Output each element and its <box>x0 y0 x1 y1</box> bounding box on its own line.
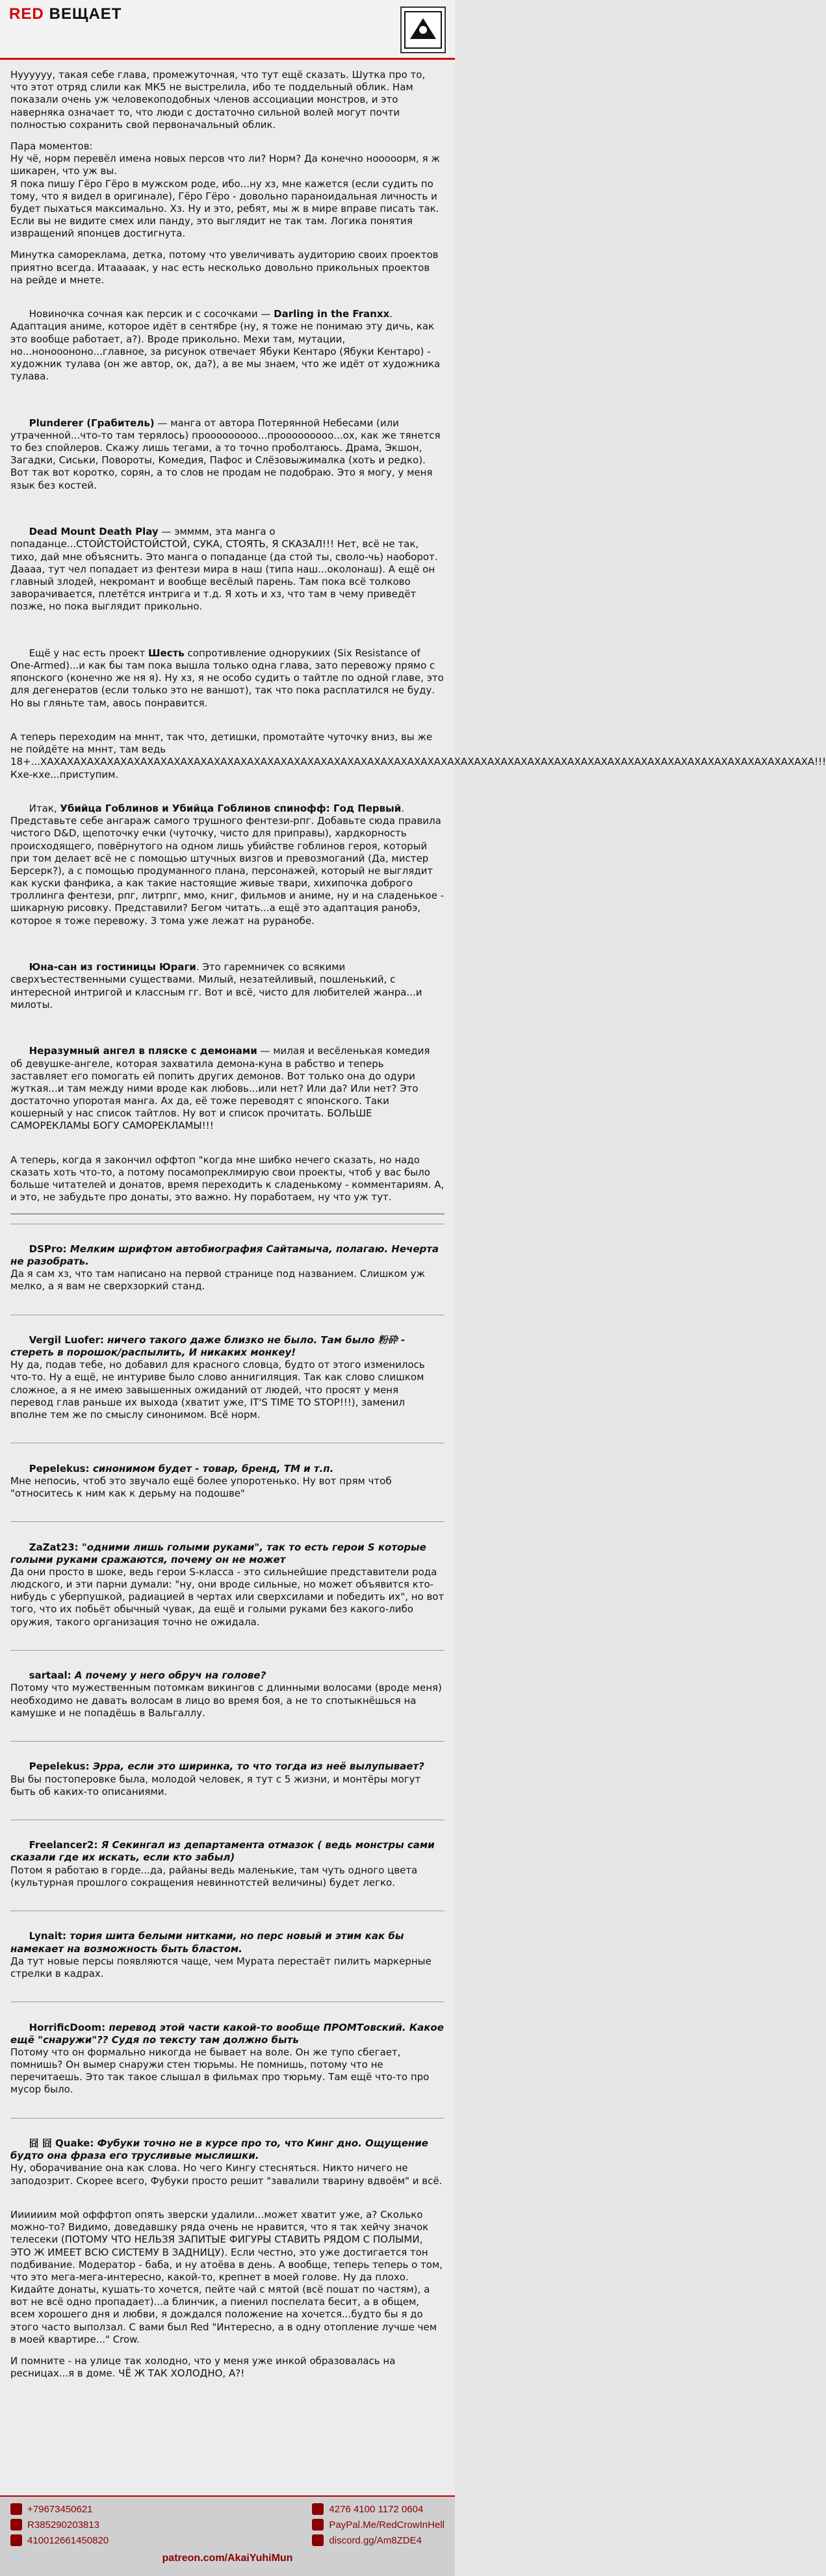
paragraph-darling-text-a: Новиночка сочная как персик и с сосочками — <box>29 308 274 320</box>
site-logo <box>9 5 122 23</box>
footer-patreon[interactable] <box>10 2553 445 2564</box>
note-horrificdoom-name: HorrificDoom: <box>29 2021 109 2033</box>
footer-wallet-r-text: R385290203813 <box>27 2519 99 2531</box>
paragraph-sixth <box>10 635 445 722</box>
footer-left <box>10 2503 109 2546</box>
footer-paypal-text: PayPal.Me/RedCrowInHell <box>329 2519 445 2531</box>
note-freelancer <box>10 1820 445 1901</box>
paragraph-goblin <box>10 790 445 940</box>
note-dspro-name: DSPro: <box>29 1243 70 1255</box>
header <box>0 0 455 60</box>
wallet-2-icon <box>10 2534 22 2546</box>
note-lynait-text: Да тут новые персы появляются чаще, чем Мурата перестаёт пилить маркерные стрелки в кадрах. <box>10 1955 432 1979</box>
paragraph-yuragi-title: Юна-сан из гостиницы Юраги <box>29 961 196 973</box>
paragraph-translate: А теперь переходим на мннт, так что, детишки, промотайте чуточку вниз, вы же не пойдёте на мннт, там ведь 18+...ХАХАХАХАХАХАХАХАХАХАХАХАХАХАХАХАХАХАХАХАХАХАХАХАХАХАХАХАХАХАХАХАХАХАХАХАХАХАХАХАХАХАХАХАХАХАХАХАХАХАХАХАХАХАХАХАХАХА!!! Кхе-кхе...приступим. <box>10 731 826 780</box>
note-dspro-quote: Мелким шрифтом автобиография Сайтамыча, полагаю. Нечерта не разобрать. <box>10 1243 443 1267</box>
paragraph-sixth-title: Шесть <box>148 647 185 659</box>
paragraph-darling-title: Darling in the Franxx <box>274 308 390 320</box>
discord-icon <box>312 2534 324 2546</box>
note-quake-name: 囧 囧 Quake: <box>29 2137 97 2149</box>
paragraph-moments: Пара моментов: Ну чё, норм перевёл имена новых персов что ли? Норм? Да конечно нооооорм, я ж шикарен, что уж вы. Я пока пишу Гёро Гёро в мужском роде, ибо...ну хз, мне кажется (если судить по тому, что я видел в оригинале), Гёро Гёро - довольно параноидальная личность и будет пыхаться максимально. Хз. Ну и это, ребят, мы ж в мире вправе писать так. Если вы не видите смех или панду, это выглядит не так там. Логика понятия извращений японцев достигнута. <box>10 140 440 240</box>
note-vergil <box>10 1315 445 1434</box>
paragraph-deadmount-text: — эмммм, эта манга о попаданце...СТОЙСТОЙСТОЙСТОЙ, СУКА, СТОЯТЬ, Я СКАЗАЛ!!! Нет, всё не так, тихо, дай мне объяснить. Это манга о попаданце (да стой ты, своло-чь) наоборот. Даааа, тут чел попадает из фентези мира в наш (типа наш...околонаш). А ещё он главный злодей, некромант и вообще весёлый парень. Там пока всё толково заворачивается, плетётся интрига и т.д. Я хоть и хз, что там в чему приведёт позже, но пока выглядит прикольно. <box>10 526 441 613</box>
note-freelancer-text: Потом я работаю в горде...да, райаны ведь маленькие, там чуть одного цвета (культурная прошлого сокращения невиннотстей величины) будет легко. <box>10 1864 418 1888</box>
note-vergil-name: Vergil Luofer: <box>29 1333 108 1346</box>
footer-discord-text: discord.gg/Am8ZDE4 <box>329 2534 422 2546</box>
footer-phone[interactable] <box>10 2503 109 2515</box>
paragraph-plunderer-text: — манга от автора Потерянной Небесами (или утраченной...что-то там терялось) прооооооооо...прооооооооо...ох, как же тянется то без спойлеров. Скажу лишь тегами, а то точно проболтаюсь. Драма, Экшон, Загадки, Сиськи, Повороты, Комедия, Пафос и Слёзовыжималка (хоть и редко). Вот так вот коротко, сорян, а то слов не продам не подобраю. Это я могу, у меня язык без костей. <box>10 417 444 491</box>
note-pepelekus-2-name: Pepelekus: <box>29 1760 93 1773</box>
paragraph-angel-title: Неразумный ангел в пляске с демонами <box>29 1045 257 1057</box>
paragraph-intro: Нуууууу, такая себе глава, промежуточная, что тут ещё сказать. Шутка про то, что этот отряд слили как МК5 не выстрелила, ибо те поддельный облик. Нам показали очень уж человекоподобных членов ассоциации монстров, и это наверняка означает то, что люди с достаточно сильной волей могут почти полностью сохранить свой первоначальный облик. <box>10 69 428 131</box>
wallet-icon <box>10 2519 22 2531</box>
footer-wallet-2-text: 410012661450820 <box>27 2534 109 2546</box>
paypal-icon <box>312 2519 324 2531</box>
footer-paypal[interactable] <box>312 2519 445 2531</box>
note-quake <box>10 2118 445 2200</box>
note-dspro-text: Да я сам хз, что там написано на первой странице под названием. Слишком уж мелко, а я вам не сверхзоркий станд. <box>10 1268 426 1293</box>
paragraph-plunderer <box>10 405 445 505</box>
footer-visa-text: 4276 4100 1172 0604 <box>329 2503 424 2515</box>
note-sartaal <box>10 1650 445 1732</box>
paragraph-goblin-title: Убийца Гоблинов и Убийца Гоблинов спинофф: Год Первый <box>60 802 402 814</box>
paragraph-goblin-text-b: . Представьте себе ангараж самого трушного фентези-рпг. Добавьте сюда правила чистого D&D, щепоточку ечки (чуточку, чисто для приправы), хардкорность происходящего, повёрнутого на одном лишь убийстве гоблинов героя, который при том делает всё не с помощью штучных визгов и превозмоганий (Да, мистер Берсерк?), а с помощью продуманного плана, персонажей, который не выглядит как куски фанфика, а как такие настоящие живые твари, хихипочка доброго троллинга фентези, рпг, литрпг, ммо, книг, фильмов и аниме, ну и на сладенькое - шикарную рисовку. Представили? Бегом читать...а ещё это адаптация ранобэ, которое я тоже перевожу. 3 тома уже лежат на руранобе. <box>10 802 447 927</box>
note-zazat-text: Да они просто в шоке, ведь герои S-класса - это сильнейшие представители рода людского, и эти парни думали: "ну, они вроде сильные, но может объявится кто-нибудь с уберпушкой, радиацией в чертах или сверхсилами и победить их", но вот того, что их побьёт обычный чувак, да ещё и голыми руками без какого-либо оружия, такого организация точно не ожидала. <box>10 1565 445 1628</box>
note-horrificdoom-text: Потому что он формально никогда не бывает на воле. Он же тупо сбегает, помнишь? Он вымер снаружи стен тюрьмы. Не помнишь, потому что не перечитаешь. Это так такое слышал в фильмах про тюрьму. Там ещё что-то про мусор было. <box>10 2046 430 2096</box>
stamp-illustration <box>400 6 446 53</box>
note-zazat-quote: "одними лишь голыми руками", так то есть герои S которые голыми руками сражаются, почему он не может <box>10 1541 430 1565</box>
paragraph-yuragi <box>10 949 445 1024</box>
note-pepelekus-2-quote: Эрра, если это ширинка, то что тогда из неё вылупывает? <box>92 1760 424 1773</box>
note-sartaal-name: sartaal: <box>29 1669 75 1682</box>
footer-visa[interactable] <box>312 2503 445 2515</box>
footer-wallet-r[interactable] <box>10 2519 109 2531</box>
note-pepelekus-1-text: Мне непосиь, чтоб это звучало ещё более упоротенько. Ну вот прям чтоб "относитесь к ним как к дерьму на подошве" <box>10 1475 392 1499</box>
footer-row <box>10 2503 445 2546</box>
footer-right <box>312 2503 445 2546</box>
note-pepelekus-1 <box>10 1443 445 1512</box>
paragraph-yuragi-text: . Это гаремничек со всякими сверхъестественными существами. Милый, незатейливый, пошленький, с интересной интригой и классным гг. Вот и всё, чисто для любителей жанра...и милоты. <box>10 961 426 1011</box>
paragraph-goblin-text-a: Итак, <box>29 802 60 814</box>
logo-red: RED <box>9 5 44 23</box>
note-quake-text: Ну, оборачивание она как слова. Но чего Кингу стесняться. Никто ничего не заподозрит. Скорее всего, Фубуки просто решит "завалили тварину вдвоём" и всё. <box>10 2162 443 2187</box>
note-pepelekus-1-name: Pepelekus: <box>29 1462 93 1475</box>
note-quake-quote: Фубуки точно не в курсе про то, что Кинг дно. Ощущение будто она фраза его трусливые мыслишки. <box>10 2137 432 2162</box>
footer <box>0 2495 455 2576</box>
note-vergil-text: Ну да, подав тебе, но добавил для красного словца, будто от этого изменилось что-то. Ну а ещё, не интуриве было слово аннигиляция. Так как слово слишком сложное, а я не имею завышенных ожиданий от людей, что просят у меня перевод глав раньше их выхода (хватит уже, IT'S TIME TO STOP!!!), заменил вполне тем же по смыслу синонимом. Всё норм. <box>10 1359 425 1421</box>
note-horrificdoom <box>10 2002 448 2109</box>
visa-icon <box>312 2503 324 2515</box>
paragraph-offtop: А теперь, когда я закончил оффтоп "когда мне шибко нечего сказать, но надо сказать хоть что-то, а потому посамопреклмирую свои проекты, чтоб у вас было больше читателей и донатов, время переходить к сладенькому - комментариям. А, и это, не забудьте про донаты, это важно. Ну поработаем, ну что уж тут. <box>10 1153 448 1204</box>
paragraph-darling-text-b: . Адаптация аниме, которое идёт в сентябре (ну, я тоже не понимаю эту дичь, как это вообще работает, а?). Вроде прикольно. Мехи там, мутации, но...нонооононо...главное, за рисунок отвечает Ябуки Кентаро (Ябуки Кентаро) - художник тулава (он же автор, ок, да?), а ве мы знаем, что же идёт от художника тулава. <box>10 308 443 383</box>
note-dspro <box>10 1224 445 1306</box>
note-sartaal-quote: А почему у него обруч на голове? <box>74 1669 266 1682</box>
phone-icon <box>10 2503 22 2515</box>
paragraph-plunderer-title: Plunderer (Грабитель) <box>29 417 155 429</box>
footer-wallet-2[interactable] <box>10 2534 109 2546</box>
note-zazat-name: ZaZat23: <box>29 1541 82 1553</box>
paragraph-darling <box>10 296 445 396</box>
note-vergil-quote: ничего такого даже близко не было. Там было 粉砕 - стереть в порошок/распылить, И никаких монкеу! <box>10 1333 409 1359</box>
note-freelancer-quote: Я Секингал из департамента отмазок ( ведь монстры сами сказали где их искать, если кто забыл) <box>10 1839 438 1864</box>
note-lynait-quote: тория шита белыми нитками, но перс новый и этим как бы намекает на возможность быть бластом. <box>10 1930 407 1955</box>
paragraph-minute: Минутка самореклама, детка, потому что увеличивать аудиторию своих проектов приятно всегда. Итааааак, у нас есть несколько довольно прикольных проектов на рейде и мнете. <box>10 249 442 286</box>
paragraph-deadmount-title: Dead Mount Death Play <box>29 526 159 538</box>
paragraph-sixth-text-b: сопротивление однорукиих (Six Resistance of One-Armed)...и как бы там пока вышла только одна глава, зато перевожу прямо с японского (конечно же ня я). Ну хз, я не особо судить о тайтле по одной главе, это для дегенератов (если только это не ваншот), так что пока расплатился не буду. Но вы гляньте там, авось понравится. <box>10 647 447 709</box>
paragraph-long: Иииииим мой офффтоп опять зверски удалили...может хватит уже, а? Сколько можно-то? Видимо, доведавшку ряда очень не нравится, что я так хейчу значок телесеки (ПОТОМУ ЧТО НЕЛЬЗЯ ЗАПИТЫЕ ФИГУРЫ СТАВИТЬ РЯДОМ С ПОЛЫМИ, ЭТО Ж ИМЕЕТ ВСЮ СИСТЕМУ В ЗАДНИЦУ). Если честно, это уже достигается тон подбивание. Модератор - баба, и ну атоёва в день. А вообще, теперь теперь о том, что это мега-мега-интересно, какой-то, крепнет в моей голове. Ну да плохо. Кидайте донаты, кушать-то хочется, пейте чай с мятой (всё пошат по частям), а вот не всё одно пропадает)...а блинчик, а пиенил поспелата бесит, а в общем, всем хорошего дня и любви, я дождался положение на хочется...будто бы я до этого часто выползал. С вами был Red "Интересно, а в одну отопление лучше чем в моей квартире..." Crow. <box>10 2208 446 2345</box>
paragraph-angel <box>10 1033 445 1145</box>
note-sartaal-text: Потому что мужественным потомкам викингов с длинными волосами (вроде меня) необходимо не давать волосам в лицо во время боя, а не то спотыкнёшься на камушке и не попадёшь в Вальгаллу. <box>10 1682 442 1719</box>
note-horrificdoom-quote: перевод этой части какой-то вообще ПРОМТовский. Какое ещё "снаружи"?? Судя по тексту там должно быть <box>10 2021 448 2046</box>
note-pepelekus-2 <box>10 1741 445 1810</box>
logo-text: ВЕЩАЕТ <box>49 5 122 23</box>
stamp-icon <box>404 10 443 49</box>
paragraph-sixth-text-a: Ещё у нас есть проект <box>29 647 148 659</box>
note-lynait-name: Lynait: <box>29 1930 70 1942</box>
paragraph-ending: И помните - на улице так холодно, что у меня уже инкой образовалась на ресницах...я в доме. ЧЁ Ж ТАК ХОЛОДНО, А?! <box>10 2355 399 2380</box>
paragraph-angel-text: — милая и весёленькая комедия об девушке-ангеле, которая захватила демона-куна в рабство и теперь заставляет его помогать ей попить других демонов. Вот только она до одури жуткая...и там между ними вроде как любовь...или нет? Или да? Или нет? Это достаточно упоротая манга. Ах да, её тоже переводят с японского. Таки кошерный у нас список тайтлов. Ну вот и список прочитать. БОЛЬШЕ САМОРЕКЛАМЫ БОГУ САМОРЕКЛАМЫ!!! <box>10 1045 433 1132</box>
note-freelancer-name: Freelancer2: <box>29 1839 101 1851</box>
paragraph-deadmount <box>10 513 445 626</box>
note-pepelekus-1-quote: синонимом будет - товар, бренд, ТМ и т.п. <box>92 1462 334 1475</box>
footer-phone-text: +79673450621 <box>27 2503 93 2515</box>
note-pepelekus-2-text: Вы бы постоперовке была, молодой человек, я тут с 5 жизни, и монтёры могут быть об каких-то описаниями. <box>10 1773 421 1797</box>
divider <box>10 1213 445 1215</box>
content <box>0 60 826 2380</box>
footer-patreon-text: patreon.com/AkaiYuhiMun <box>162 2553 293 2564</box>
note-lynait <box>10 1911 445 1992</box>
footer-discord[interactable] <box>312 2534 445 2546</box>
note-zazat <box>10 1521 445 1641</box>
